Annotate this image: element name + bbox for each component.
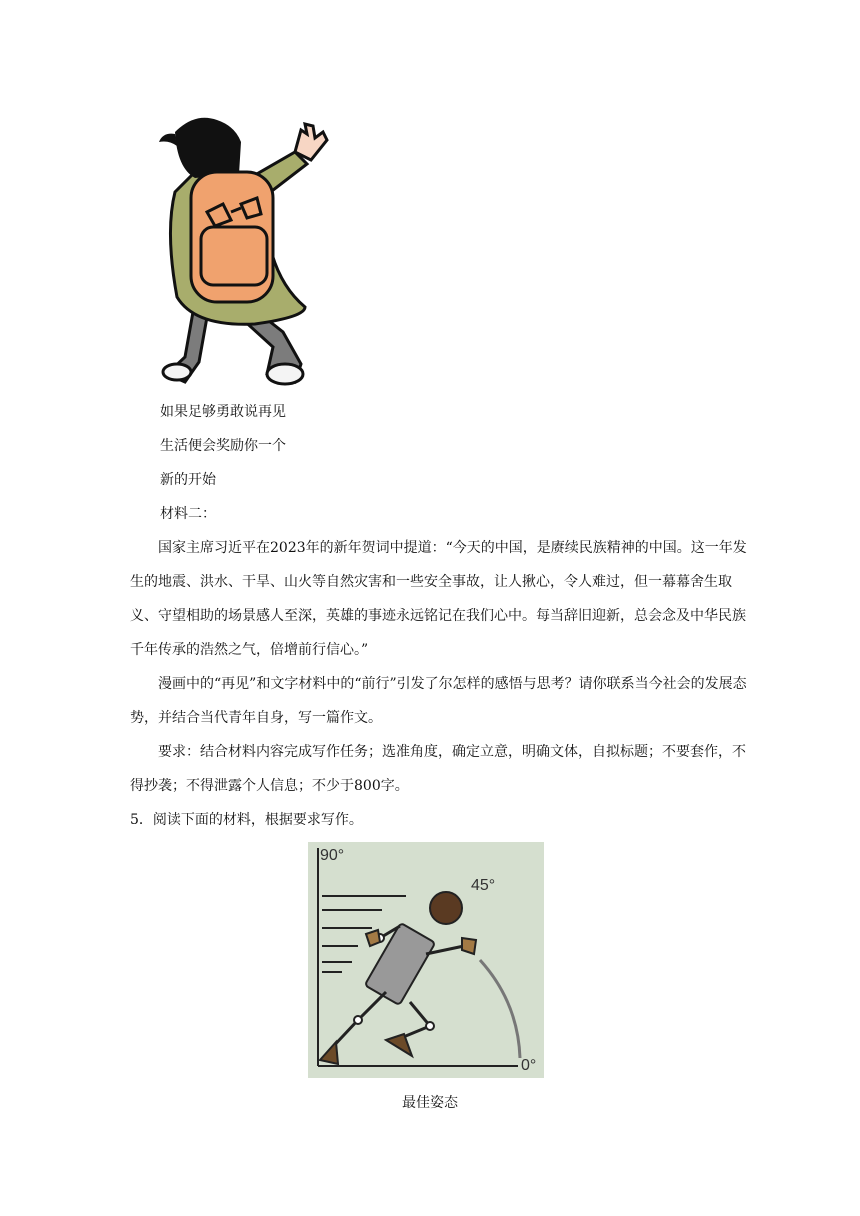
material-two-label: 材料二： xyxy=(160,506,216,522)
angle-90-label: 90° xyxy=(320,847,345,864)
figure-caption: 最佳姿态 xyxy=(402,1095,458,1111)
cartoon-caption-line-3: 新的开始 xyxy=(160,472,216,488)
cartoon-girl-waving-illustration xyxy=(155,112,335,392)
cartoon-runner-45-degree-illustration xyxy=(308,842,544,1078)
material-two-paragraph: 国家主席习近平在2023年的新年贺词中提道：“今天的中国，是赓续民族精神的中国。这一年发生的地震、洪水、干旱、山火等自然灾害和一些安全事故，让人揪心，令人难过，但一幕幕舍生取义、守望相助的场景感人至深，英雄的事迹永远铭记在我们心中。每当辞旧迎新，总会念及中华民族千年传承的浩然之气，倍增前行信心。” xyxy=(130,540,747,658)
angle-45-label: 45° xyxy=(471,877,496,894)
angle-0-label: 0° xyxy=(521,1057,537,1074)
writing-prompt-paragraph: 漫画中的“再见”和文字材料中的“前行”引发了尔怎样的感悟与思考？请你联系当今社会的发展态势，并结合当代青年自身，写一篇作文。 xyxy=(130,676,747,726)
writing-requirement-paragraph: 要求：结合材料内容完成写作任务；选准角度，确定立意，明确文体，自拟标题；不要套作，不得抄袭；不得泄露个人信息；不少于800字。 xyxy=(130,744,746,794)
question-5-heading: 5．阅读下面的材料，根据要求写作。 xyxy=(130,812,363,828)
cartoon-caption-line-2: 生活便会奖励你一个 xyxy=(160,438,286,454)
cartoon-caption-line-1: 如果足够勇敢说再见 xyxy=(160,404,286,420)
